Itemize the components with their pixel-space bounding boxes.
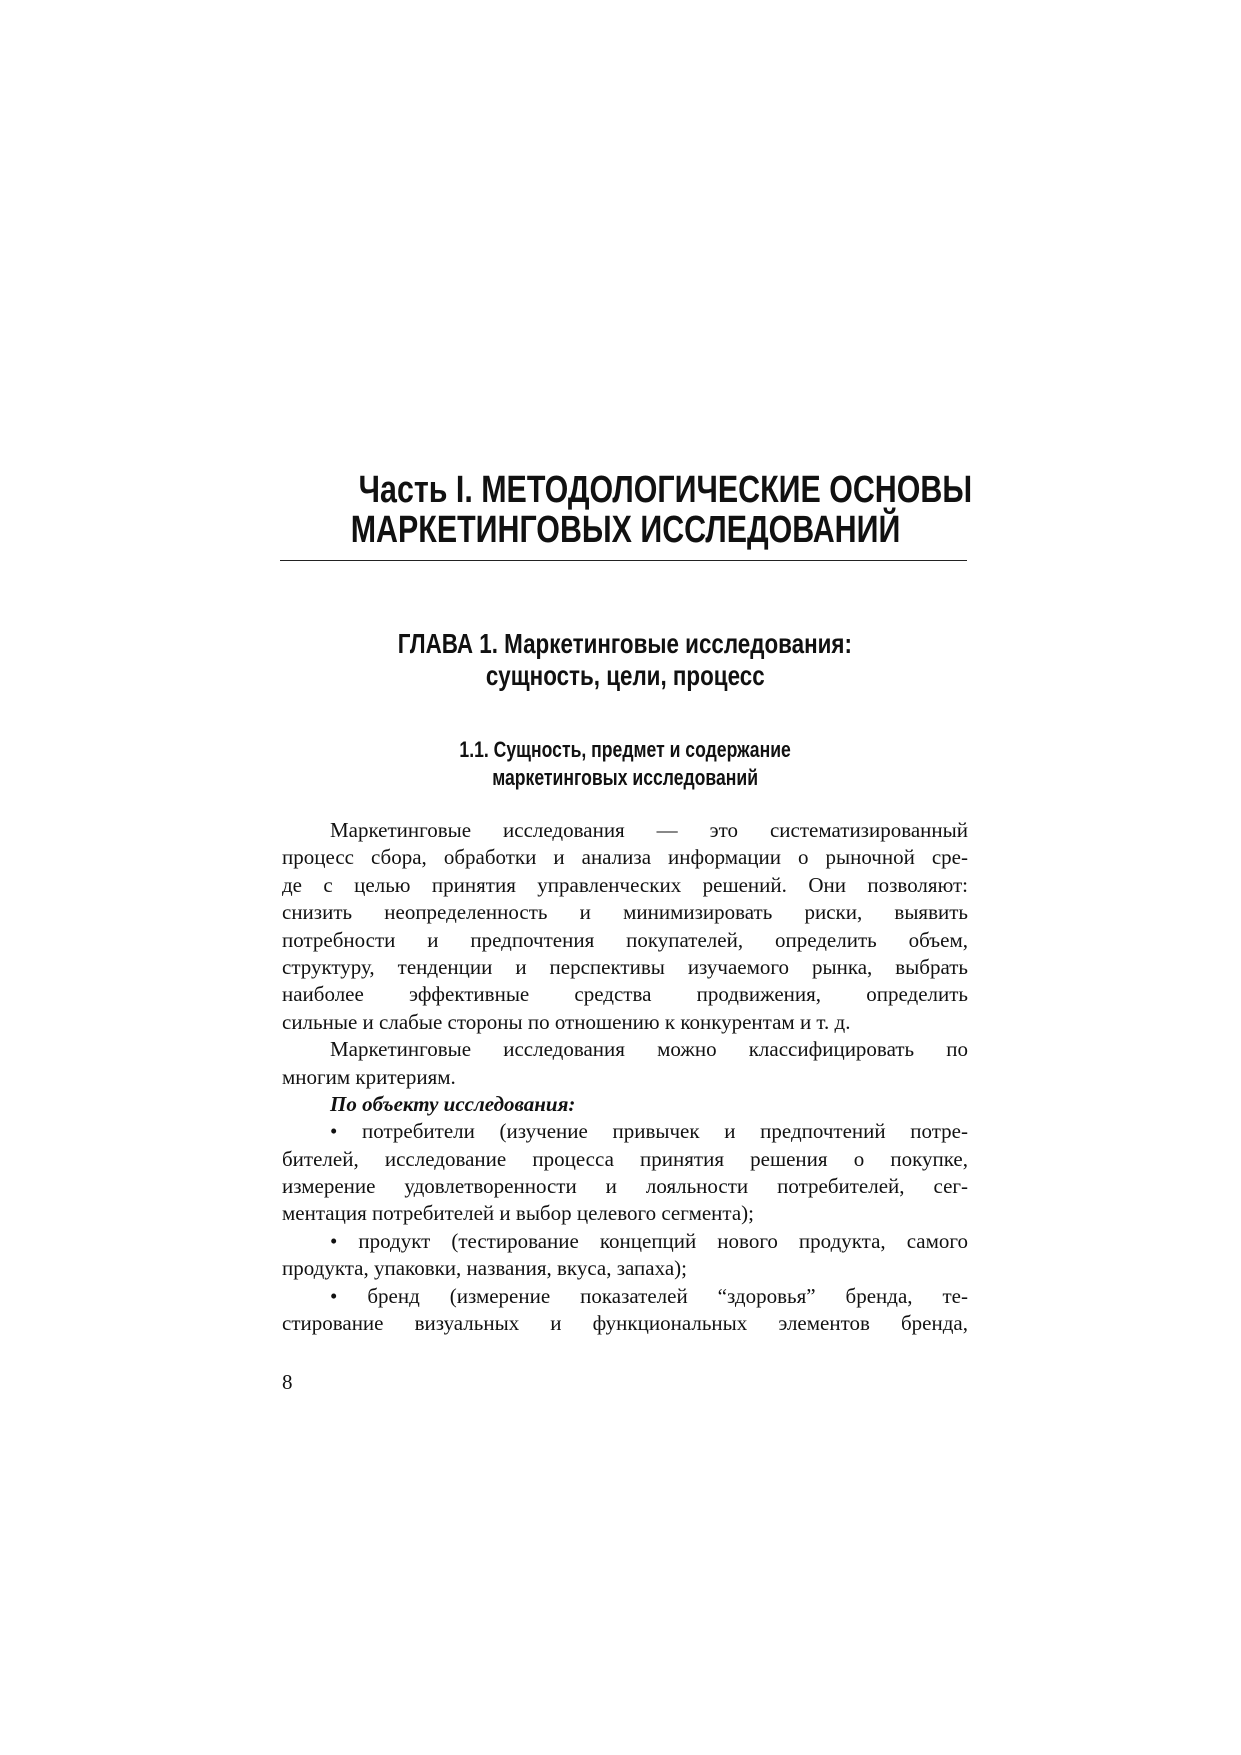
text-line: ментация потребителей и выбор целевого сегмента); [282,1201,754,1226]
chapter-title-line-1 [282,628,968,660]
section-title-line-1 [282,736,968,764]
part-title-line-1 [282,469,973,511]
text-line: стирование визуальных и функциональных элементов бренда, [282,1311,968,1336]
text-line: наиболее эффективные средства продвижения, определить [282,982,968,1007]
chapter-title-text: сущность, цели, процесс [485,660,765,691]
part-title-text: Часть I. МЕТОДОЛОГИЧЕСКИЕ ОСНОВЫ [358,469,973,511]
text-line: • потребители (изучение привычек и предпочтений потре- [330,1119,968,1144]
text-line: По объекту исследования: [330,1091,576,1116]
text-line: снизить неопределенность и минимизировать риски, выявить [282,900,968,925]
chapter-title-text: ГЛАВА 1. Маркетинговые исследования: [397,628,853,659]
text-line: • бренд (измерение показателей “здоровья” бренда, те- [330,1283,968,1308]
part-title-line-2 [282,510,968,550]
body-text [282,817,968,1337]
text-line: Маркетинговые исследования — это систематизированный [330,818,968,842]
page-number: 8 [282,1370,293,1394]
part-title-text: МАРКЕТИНГОВЫХ ИССЛЕДОВАНИЙ [350,509,901,551]
section-title-line-2 [282,764,968,792]
text-line: потребности и предпочтения покупателей, определить объем, [282,927,968,952]
text-line: сильные и слабые стороны по отношению к конкурентам и т. д. [282,1009,851,1034]
section-title-text: маркетинговых исследований [492,765,758,790]
chapter-title-line-2 [282,660,968,692]
text-line: • продукт (тестирование концепций нового продукта, самого [330,1228,968,1253]
text-line: процесс сбора, обработки и анализа информации о рыночной сре- [282,845,968,870]
text-line: де с целью принятия управленческих решений. Они позволяют: [282,872,968,897]
text-line: многим критериям. [282,1064,456,1089]
part-divider [280,560,967,561]
text-line: Маркетинговые исследования можно классифицировать по [330,1037,968,1062]
text-line: продукта, упаковки, названия, вкуса, запаха); [282,1256,687,1281]
section-title-text: 1.1. Сущность, предмет и содержание [459,737,791,762]
text-line: бителей, исследование процесса принятия решения о покупке, [282,1146,968,1171]
text-line: структуру, тенденции и перспективы изучаемого рынка, выбрать [282,954,968,979]
text-line: измерение удовлетворенности и лояльности потребителей, сег- [282,1174,968,1199]
